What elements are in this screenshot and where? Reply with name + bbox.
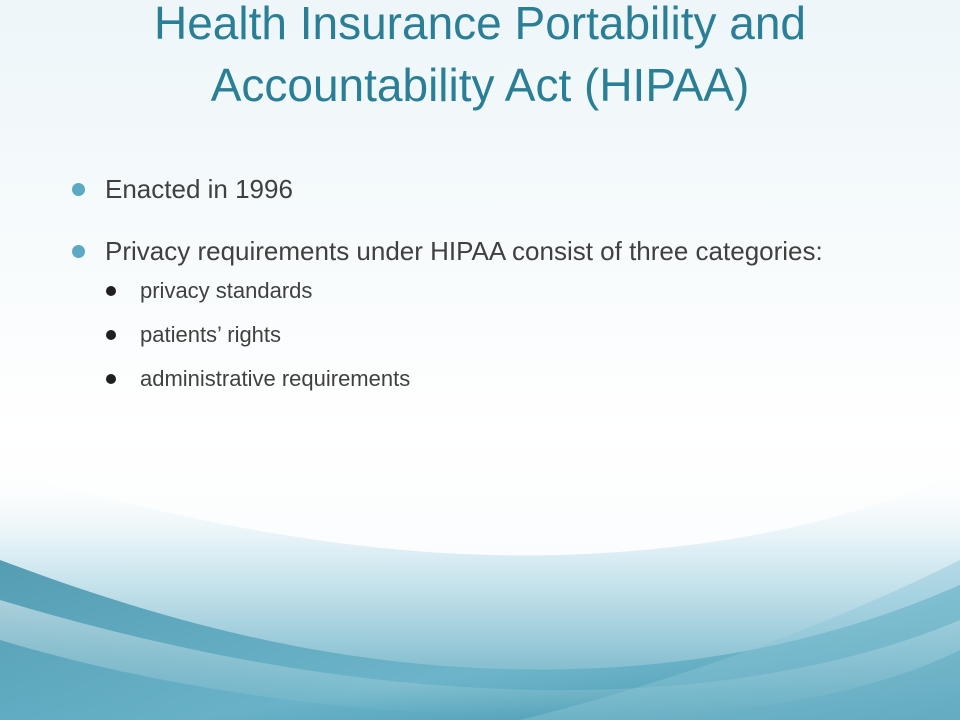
- sub-bullet-item: [106, 276, 872, 306]
- sub-bullet-dot-icon: [106, 374, 116, 384]
- bullet-dot-icon: [72, 183, 85, 196]
- slide-title: [40, 0, 920, 116]
- title-line-1: Health Insurance Portability and: [153, 0, 807, 49]
- bullet-item: [72, 234, 872, 268]
- sub-bullet-item: [106, 364, 872, 394]
- bullet-text: Privacy requirements under HIPAA consist of three categories:: [105, 236, 823, 266]
- sub-bullet-item: [106, 320, 872, 350]
- sub-bullet-dot-icon: [106, 330, 116, 340]
- bullet-item: [72, 172, 872, 206]
- bullet-text: Enacted in 1996: [105, 174, 293, 204]
- sub-bullet-text: patients’ rights: [140, 322, 282, 347]
- title-line-2: Accountability Act (HIPAA): [210, 59, 750, 111]
- bullet-list: [72, 172, 872, 408]
- bullet-dot-icon: [72, 245, 85, 258]
- sub-bullet-text: privacy standards: [140, 278, 313, 303]
- sub-bullet-text: administrative requirements: [140, 366, 411, 391]
- sub-bullet-dot-icon: [106, 286, 116, 296]
- sub-bullet-list: [106, 276, 872, 394]
